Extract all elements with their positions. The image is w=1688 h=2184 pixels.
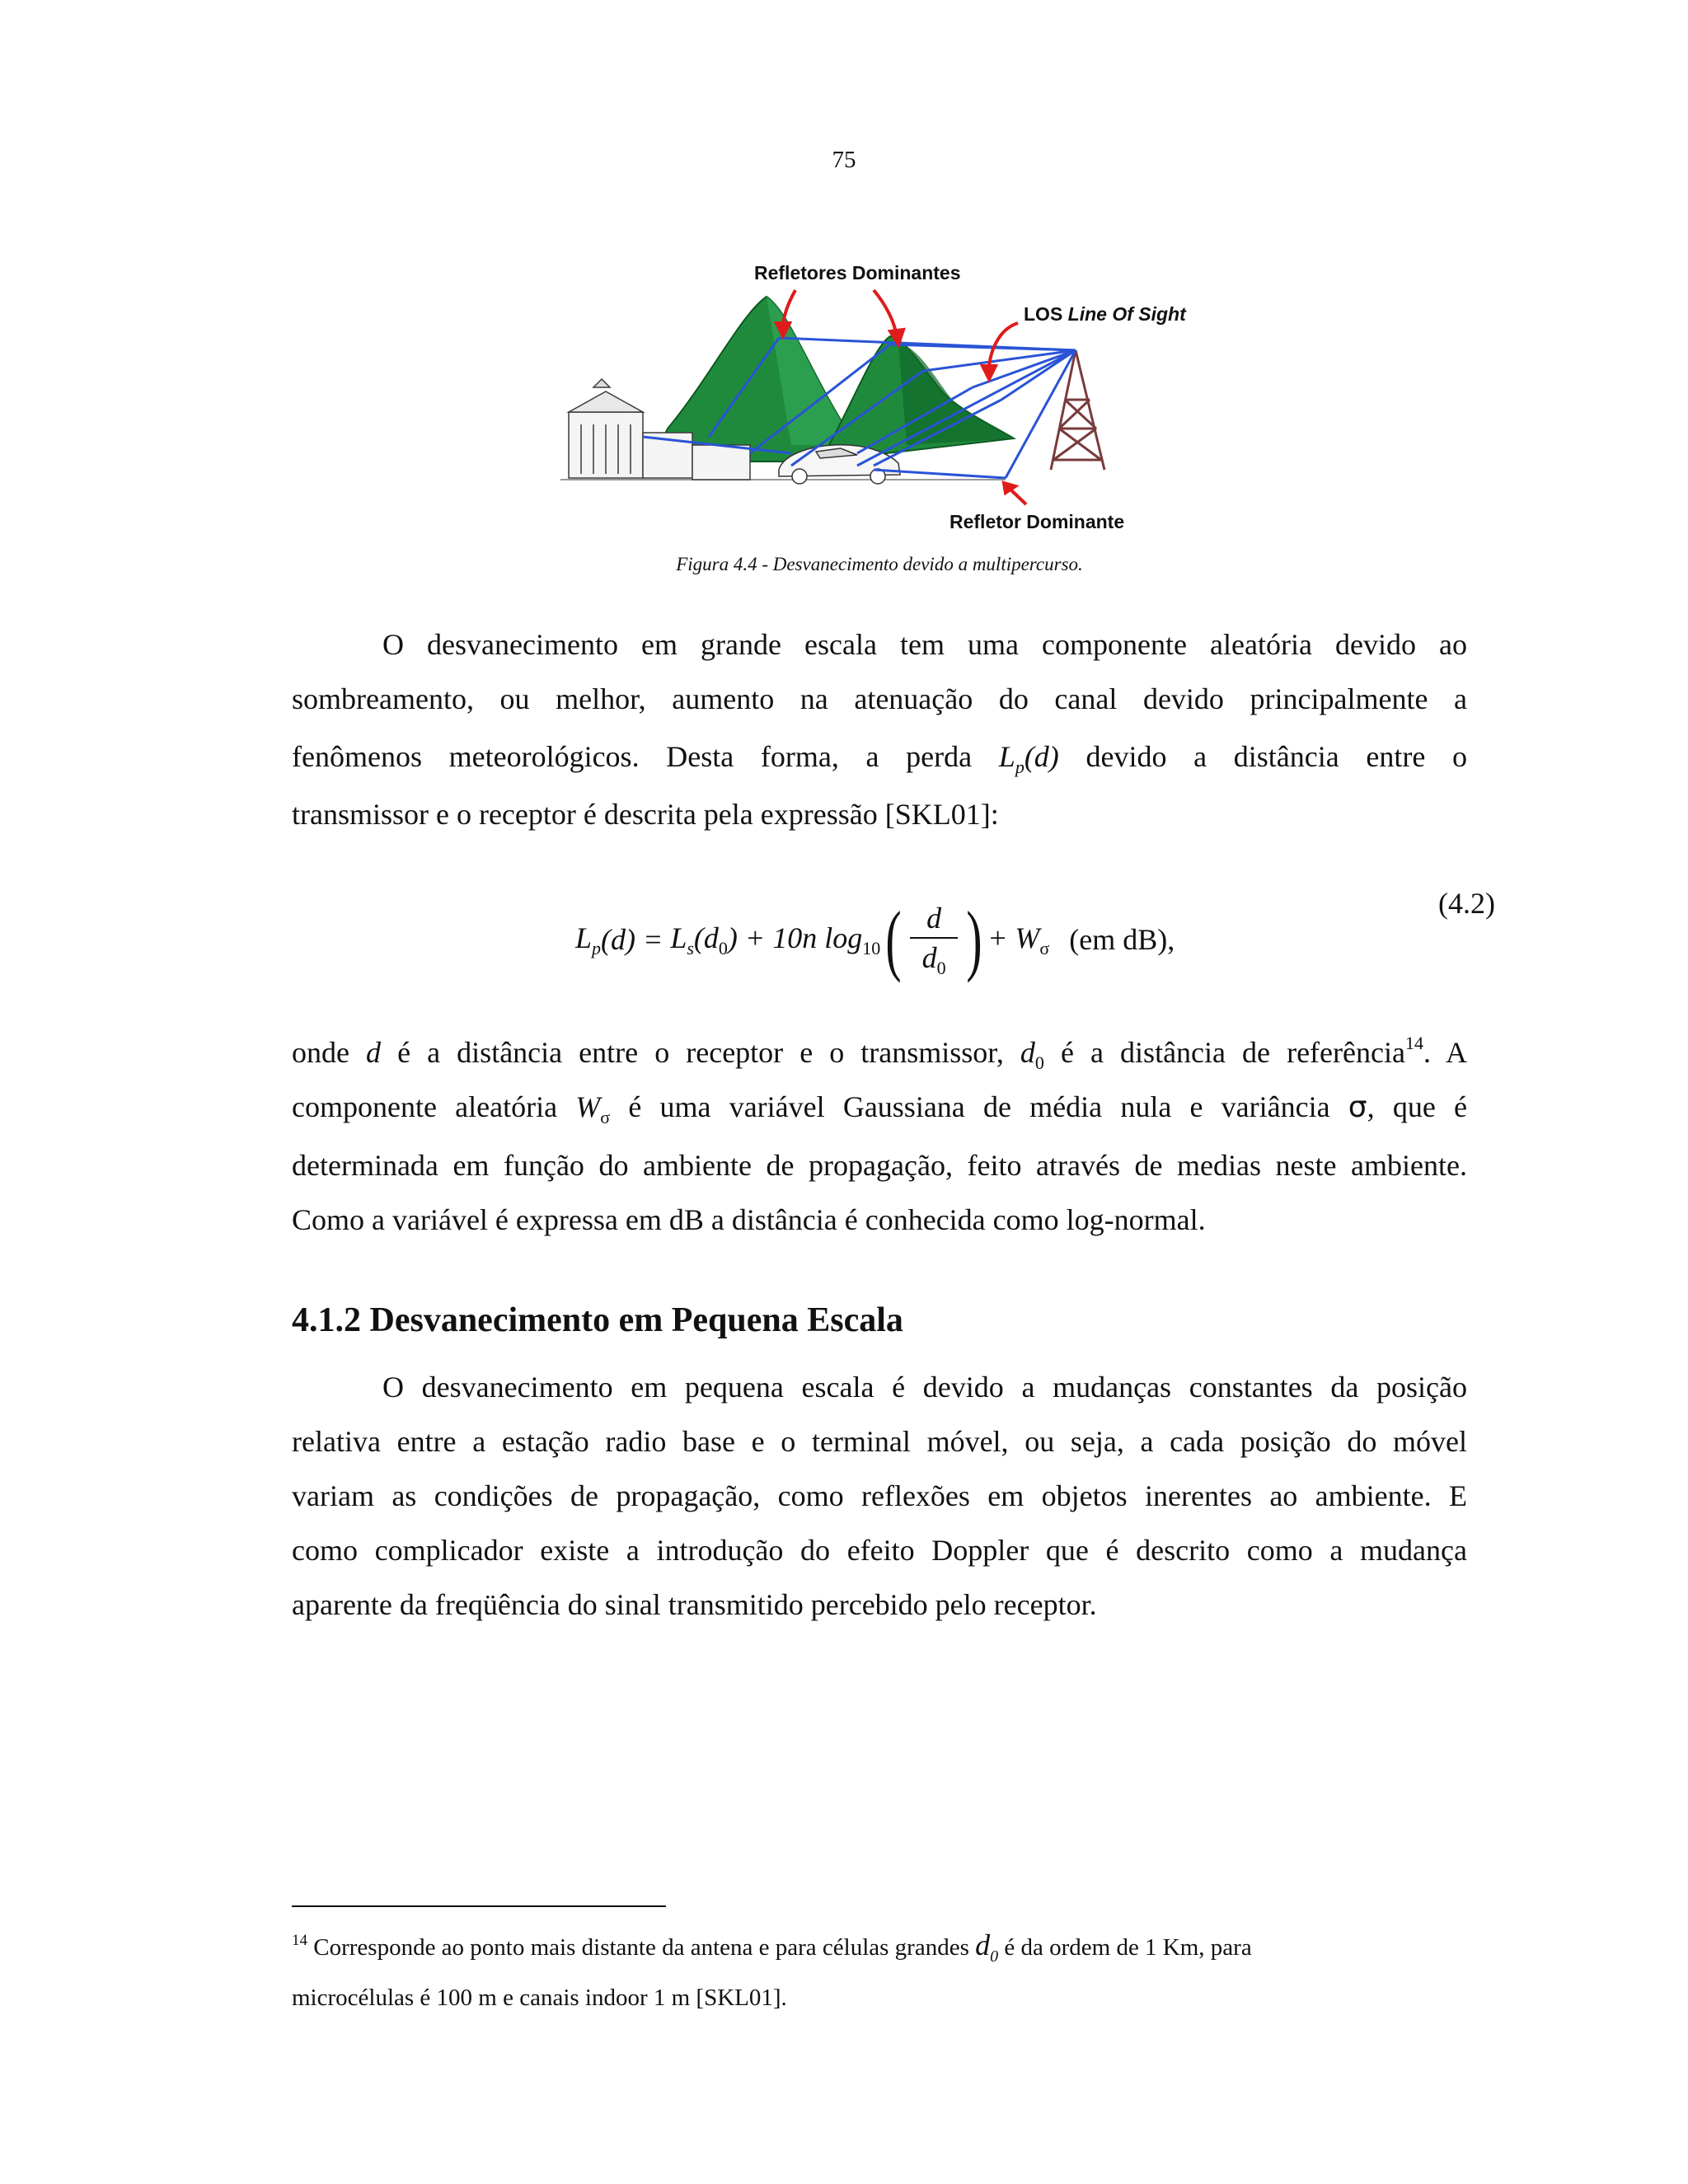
paren-open: ( <box>885 895 902 983</box>
page-number: 75 <box>832 147 856 173</box>
equation-4-2 <box>292 886 1495 993</box>
inline-math-lp: $L_p(d)$ <box>998 740 1059 777</box>
equation-number: (4.2) <box>1438 887 1495 920</box>
equation-body: $L_p$ (d) = $L_s$ $(d_0) + 10n$ $\log_{10}$ ( $\frac{d}{d_0}$ ) + $W_\sigma$ (em dB), <box>575 895 1175 983</box>
paragraph-line: aparente da freqüência do sinal transmitido percebido pelo receptor. <box>292 1588 1097 1621</box>
footnote-mark: 14 <box>292 1932 307 1949</box>
paragraph-line: onde d é a distância entre o receptor e o transmissor, $d_0$ é a distância de referência$^{14}$. A <box>292 1033 1468 1073</box>
paragraph-line: componente aleatória $W_\sigma$ é uma variável Gaussiana de média nula e variância σ, que é <box>292 1090 1467 1127</box>
paragraph-line: determinada em função do ambiente de propagação, feito através de medias neste ambiente. <box>292 1149 1467 1182</box>
paragraph-line: sombreamento, ou melhor, aumento na atenuação do canal devido principalmente a <box>292 682 1467 715</box>
paragraph-definitions <box>292 1011 1467 1247</box>
paragraph-large-scale-fading <box>292 617 1467 841</box>
paragraph-line: relativa entre a estação radio base e o terminal móvel, ou seja, a cada posição do móvel <box>292 1425 1467 1458</box>
paragraph-line: O desvanecimento em pequena escala é devido a mudanças constantes da posição <box>382 1371 1467 1404</box>
figure-caption: Figura 4.4 - Desvanecimento devido a multipercurso. <box>676 554 1083 574</box>
multipath-illustration <box>544 247 1203 544</box>
fraction: $\frac{d}{d_0}$ <box>910 901 958 979</box>
paragraph-line: transmissor e o receptor é descrita pela expressão [SKL01]: <box>292 798 999 831</box>
label-los <box>1024 303 1186 326</box>
section-heading: 4.1.2 Desvanecimento em Pequena Escala <box>292 1301 903 1339</box>
paragraph-line: Como a variável é expressa em dB a distância é conhecida como log-normal. <box>292 1203 1206 1236</box>
label-dominant-reflector: Refletor Dominante <box>950 511 1125 532</box>
paragraph-line: O desvanecimento em grande escala tem uma componente aleatória devido ao <box>382 628 1467 661</box>
footnote-separator <box>292 1905 666 1907</box>
footnote-ref: 14 <box>1404 1033 1423 1053</box>
footnote <box>292 1920 1470 2018</box>
footnote-line: microcélulas é 100 m e canais indoor 1 m [SKL01]. <box>292 1985 787 2011</box>
label-dominant-reflectors: Refletores Dominantes <box>754 262 961 284</box>
footnote-line: $^{14}$ Corresponde ao ponto mais distante da antena e para células grandes $d_0$ é da ordem de 1 Km, para <box>292 1929 1252 1966</box>
label-los-abbrev: LOS <box>1024 303 1063 325</box>
mountain-right-shade <box>898 342 1014 445</box>
tower <box>1051 350 1104 470</box>
paragraph-line: fenômenos meteorológicos. Desta forma, a perda $L_p(d)$ devido a distância entre o <box>292 740 1468 777</box>
label-los-text: Line Of Sight <box>1067 303 1186 325</box>
paragraph-line: variam as condições de propagação, como reflexões em objetos inerentes ao ambiente. E <box>292 1479 1467 1512</box>
paragraph-small-scale-fading <box>292 1360 1467 1632</box>
paragraph-line: como complicador existe a introdução do efeito Doppler que é descrito como a mudança <box>292 1534 1467 1567</box>
multipath-figure <box>544 247 1203 544</box>
paren-close: ) <box>966 895 982 983</box>
